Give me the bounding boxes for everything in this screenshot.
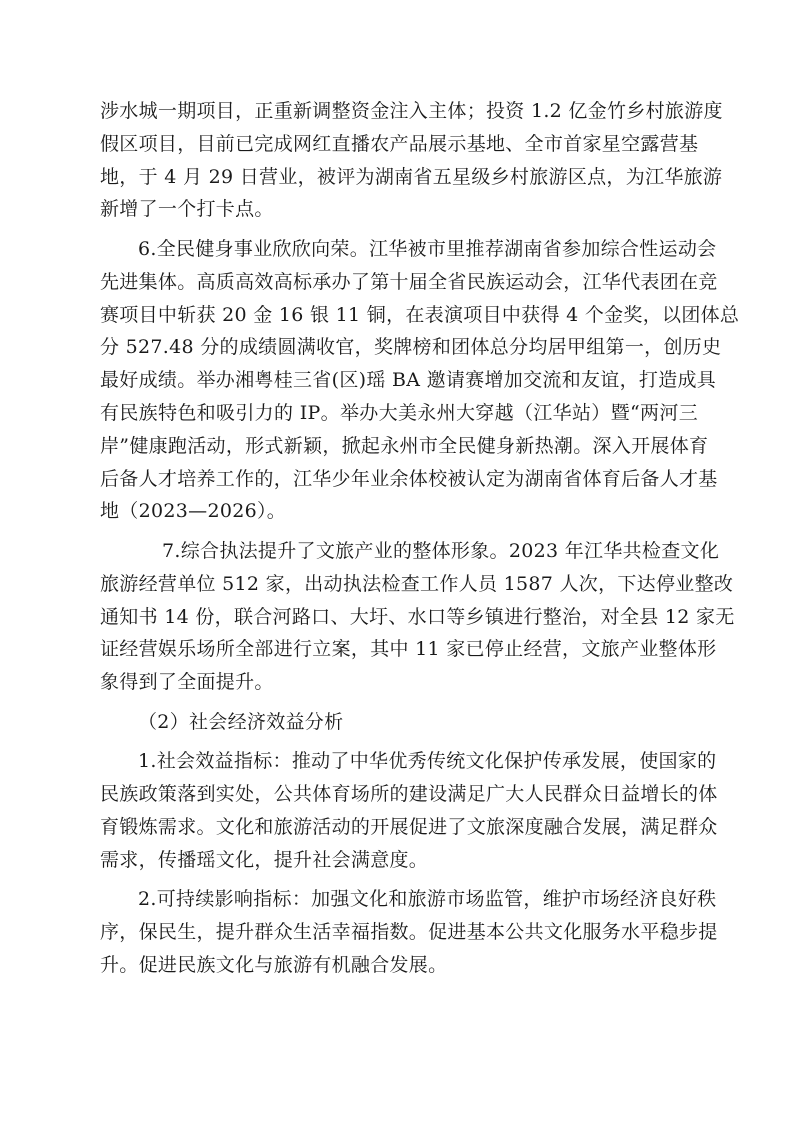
- text-line: 假区项目，目前已完成网红直播农产品展示基地、全市首家星空露营基: [100, 132, 699, 155]
- text-line: 2.可持续影响指标：加强文化和旅游市场监管，维护市场经济良好秩: [138, 888, 717, 911]
- text-line: 赛项目中斩获 20 金 16 银 11 铜，在表演项目中获得 4 个金奖，以团体总: [100, 303, 740, 326]
- paragraph: [100, 883, 718, 981]
- text-line: 旅游经营单位 512 家，出动执法检查工作人员 1587 人次，下达停业整改: [100, 572, 734, 595]
- text-line: 地，于 4 月 29 日营业，被评为湖南省五星级乡村旅游区点，为江华旅游: [100, 165, 723, 188]
- paragraph: [100, 233, 740, 528]
- text-line: 最好成绩。举办湘粤桂三省(区)瑶 BA 邀请赛增加交流和友谊，打造成具: [100, 369, 717, 392]
- text-line: （2）社会经济效益分析: [138, 710, 344, 733]
- text-line: 涉水城一期项目，正重新调整资金注入主体；投资 1.2 亿金竹乡村旅游度: [100, 100, 723, 122]
- text-line: 升。促进民族文化与旅游有机融合发展。: [100, 953, 448, 976]
- text-line: 先进集体。高质高效高标承办了第十届全省民族运动会，江华代表团在竞: [100, 270, 718, 293]
- text-line: 分 527.48 分的成绩圆满收官，奖牌榜和团体总分均居甲组第一，创历史: [100, 336, 722, 359]
- text-line: 6.全民健身事业欣欣向荣。江华被市里推荐湖南省参加综合性运动会: [138, 237, 717, 260]
- section-heading: [100, 706, 698, 739]
- text-line: 新增了一个打卡点。: [100, 198, 274, 221]
- text-line: 需求，传播瑶文化，提升社会满意度。: [100, 848, 429, 871]
- text-line: 证经营娱乐场所全部进行立案，其中 11 家已停止经营，文旅产业整体形: [100, 638, 717, 661]
- text-line: 育锻炼需求。文化和旅游活动的开展促进了文旅深度融合发展，满足群众: [100, 815, 718, 838]
- text-line: 地（2023—2026）。: [100, 500, 287, 523]
- text-line: 7.综合执法提升了文旅产业的整体形象。2023 年江华共检查文化: [162, 539, 720, 562]
- text-line: 序，保民生，提升群众生活幸福指数。促进基本公共文化服务水平稳步提: [100, 921, 718, 944]
- text-line: 有民族特色和吸引力的 IP。举办大美永州大穿越（江华站）暨“两河三: [100, 401, 698, 424]
- text-line: 通知书 14 份，联合河路口、大圩、水口等乡镇进行整治，对全县 12 家无: [100, 605, 735, 628]
- document-body: [100, 95, 740, 982]
- paragraph: [100, 535, 735, 699]
- text-line: 1.社会效益指标：推动了中华优秀传统文化保护传承发展，使国家的: [138, 750, 717, 773]
- text-line: 象得到了全面提升。: [100, 671, 274, 694]
- text-line: 后备人才培养工作的，江华少年业余体校被认定为湖南省体育后备人才基: [100, 467, 718, 490]
- paragraph: [100, 745, 718, 876]
- paragraph: [100, 95, 723, 226]
- text-line: 岸”健康跑活动，形式新颖，掀起永州市全民健身新热潮。深入开展体育: [100, 434, 709, 457]
- text-line: 民族政策落到实处，公共体育场所的建设满足广大人民群众日益增长的体: [100, 783, 718, 806]
